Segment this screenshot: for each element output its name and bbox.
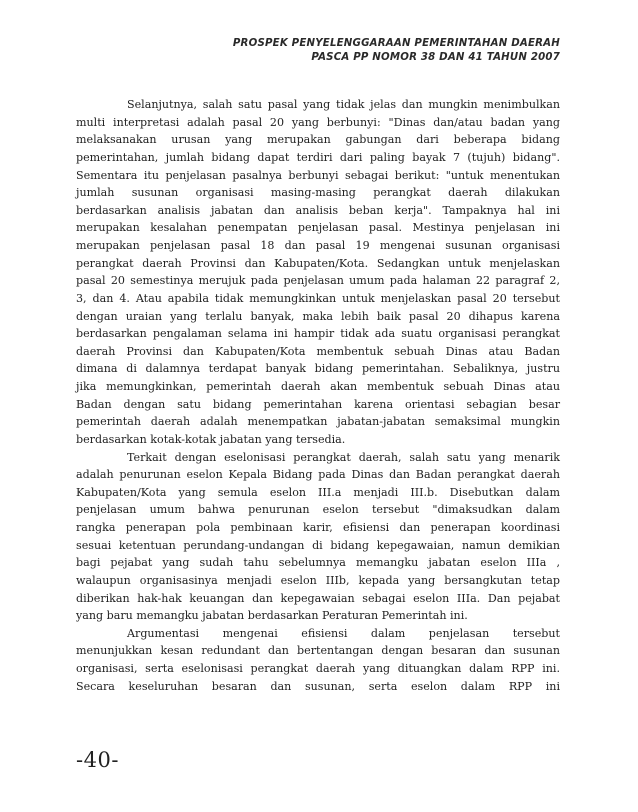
text-line: menunjukkan kesan redundant dan bertentangan dengan besaran dan susunan [76, 644, 560, 658]
body-text [76, 96, 560, 695]
text-line: bagi pejabat yang sudah tahu sebelumnya memangku jabatan eselon IIIa , [76, 556, 560, 570]
text-line: yang baru memangku jabatan berdasarkan Peraturan Pemerintah ini. [76, 609, 468, 623]
text-line: berdasarkan kotak-kotak jabatan yang tersedia. [76, 432, 346, 446]
header-line-1: PROSPEK PENYELENGGARAAN PEMERINTAHAN DAERAH [232, 38, 560, 49]
header-line-2: PASCA PP NOMOR 38 DAN 41 TAHUN 2007 [311, 52, 560, 63]
text-line: perangkat daerah Provinsi dan Kabupaten/Kota. Sedangkan untuk menjelaskan [76, 256, 560, 270]
text-line: Selanjutnya, salah satu pasal yang tidak jelas dan mungkin menimbulkan [127, 98, 560, 111]
text-line: daerah Provinsi dan Kabupaten/Kota membentuk sebuah Dinas atau Badan [76, 344, 560, 358]
text-line: rangka penerapan pola pembinaan karir, efisiensi dan penerapan koordinasi [76, 521, 560, 534]
text-line: berdasarkan analisis jabatan dan analisis beban kerja". Tampaknya hal ini [76, 203, 560, 217]
text-line: organisasi, serta eselonisasi perangkat daerah yang dituangkan dalam RPP ini. [76, 662, 560, 675]
text-line: Sementara itu penjelasan pasalnya berbunyi sebagai berikut: "untuk menentukan [76, 168, 560, 182]
text-line: merupakan penjelasan pasal 18 dan pasal 19 mengenai susunan organisasi [76, 239, 560, 252]
text-line: berdasarkan pengalaman selama ini hampir tidak ada suatu organisasi perangkat [76, 327, 560, 341]
text-line: dimana di dalamnya terdapat banyak bidang pemerintahan. Sebaliknya, justru [76, 362, 560, 376]
text-line: pemerintahan, jumlah bidang dapat terdiri dari paling bayak 7 (tujuh) bidang". [76, 150, 560, 164]
text-line: Argumentasi mengenai efisiensi dalam penjelasan tersebut [127, 626, 560, 640]
text-line: jika memungkinkan, pemerintah daerah akan membentuk sebuah Dinas atau [76, 380, 560, 393]
text-line: jumlah susunan organisasi masing-masing perangkat daerah dilakukan [76, 186, 560, 200]
text-line: sesuai ketentuan perundang-undangan di bidang kepegawaian, namun demikian [76, 538, 560, 552]
text-line: diberikan hak-hak keuangan dan kepegawaian sebagai eselon IIIa. Dan pejabat [76, 591, 560, 605]
text-line: Badan dengan satu bidang pemerintahan karena orientasi sebagian besar [76, 397, 560, 411]
text-line: pemerintah daerah adalah menempatkan jabatan-jabatan semaksimal mungkin [76, 415, 560, 429]
text-line: dengan uraian yang terlalu banyak, maka lebih baik pasal 20 dihapus karena [76, 309, 560, 323]
text-line: penjelasan umum bahwa penurunan eselon tersebut "dimaksudkan dalam [76, 503, 560, 517]
text-line: Kabupaten/Kota yang semula eselon III.a menjadi III.b. Disebutkan dalam [76, 485, 560, 499]
text-line: Terkait dengan eselonisasi perangkat daerah, salah satu yang menarik [127, 450, 560, 464]
text-line: multi interpretasi adalah pasal 20 yang berbunyi: "Dinas dan/atau badan yang [76, 115, 560, 129]
text-line: merupakan kesalahan penempatan penjelasan pasal. Mestinya penjelasan ini [76, 221, 560, 235]
page-number: -40- [76, 748, 119, 772]
text-line: adalah penurunan eselon Kepala Bidang pada Dinas dan Badan perangkat daerah [76, 468, 560, 482]
text-line: Secara keseluruhan besaran dan susunan, serta eselon dalam RPP ini [76, 679, 560, 693]
text-line: 3, dan 4. Atau apabila tidak memungkinkan untuk menjelaskan pasal 20 tersebut [76, 291, 560, 305]
text-line: walaupun organisasinya menjadi eselon IIIb, kepada yang bersangkutan tetap [76, 573, 560, 587]
text-line: melaksanakan urusan yang merupakan gabungan dari beberapa bidang [76, 133, 560, 147]
running-header [120, 37, 560, 65]
text-line: pasal 20 semestinya merujuk pada penjelasan umum pada halaman 22 paragraf 2, [76, 274, 560, 288]
